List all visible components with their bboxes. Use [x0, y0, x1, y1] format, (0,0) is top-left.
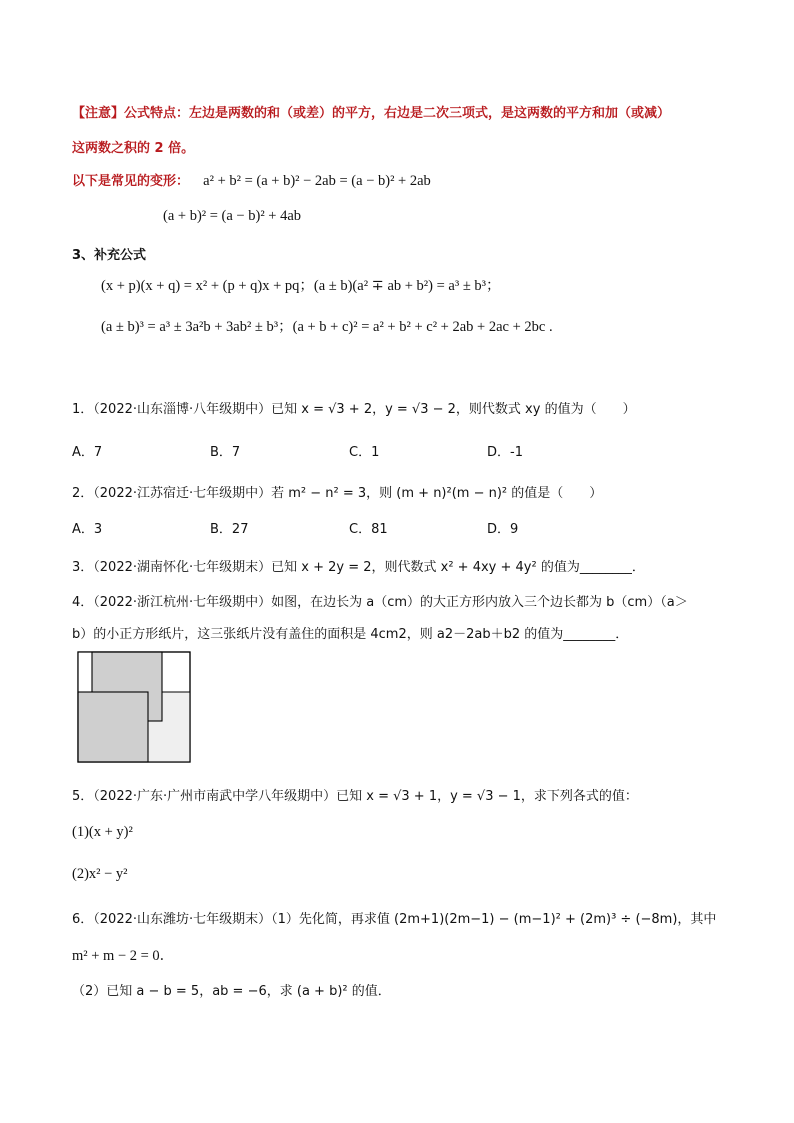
note-line-1: 【注意】公式特点：左边是两数的和（或差）的平方，右边是二次三项式，是这两数的平方和加（或减） — [72, 106, 671, 121]
small-square-top-left — [78, 652, 93, 692]
q6-line-3: （2）已知 a − b = 5，ab = −6，求 (a + b)² 的值． — [72, 984, 391, 999]
supplement-formula-2: (a ± b)³ = a³ ± 3a²b + 3ab² ± b³；(a + b + c)² = a² + b² + c² + 2ab + 2ac + 2bc . — [101, 319, 553, 335]
q2-option-c: C．81 — [349, 522, 388, 537]
q2-stem: 2．（2022·江苏宿迁·七年级期中）若 m² − n² = 3，则 (m + n)²(m − n)² 的值是（ ） — [72, 486, 603, 501]
formula-variant-1: a² + b² = (a + b)² − 2ab = (a − b)² + 2ab — [203, 173, 431, 189]
supplement-formula-1: (x + p)(x + q) = x² + (p + q)x + pq；(a ± b)(a² ∓ ab + b²) = a³ ± b³； — [101, 278, 501, 294]
q4-squares-figure — [77, 651, 191, 763]
q4-line-1: 4．（2022·浙江杭州·七年级期中）如图，在边长为 a（cm）的大正方形内放入三个边长都为 b（cm）（a＞ — [72, 595, 688, 610]
q6-line-2: m² + m − 2 = 0． — [72, 948, 175, 964]
q4-line-2: b）的小正方形纸片，这三张纸片没有盖住的面积是 4cm2，则 a2－2ab＋b2 的值为________． — [72, 627, 629, 642]
q1-option-d: D．-1 — [487, 445, 523, 460]
variants-row — [72, 170, 431, 190]
q5-part-2: (2)x² − y² — [72, 866, 128, 882]
q2-option-b: B．27 — [210, 522, 249, 537]
small-square-bottom-left — [78, 692, 148, 762]
q1-option-c: C．1 — [349, 445, 380, 460]
section3-title: 3、补充公式 — [72, 248, 147, 263]
variants-label: 以下是常见的变形： — [72, 174, 190, 189]
q2-option-d: D．9 — [487, 522, 519, 537]
q1-stem: 1．（2022·山东淄博·八年级期中）已知 x = √3 + 2，y = √3 − 2，则代数式 xy 的值为（ ） — [72, 402, 636, 417]
q5-stem: 5．（2022·广东·广州市南武中学八年级期中）已知 x = √3 + 1，y = √3 − 1，求下列各式的值： — [72, 789, 638, 804]
q3-stem: 3．（2022·湖南怀化·七年级期末）已知 x + 2y = 2，则代数式 x² + 4xy + 4y² 的值为________． — [72, 560, 645, 575]
formula-variant-2: (a + b)² = (a − b)² + 4ab — [163, 208, 302, 224]
q1-option-a: A．7 — [72, 445, 103, 460]
q2-option-a: A．3 — [72, 522, 103, 537]
q1-option-b: B．7 — [210, 445, 241, 460]
q6-line-1: 6．（2022·山东潍坊·七年级期末）（1）先化简，再求值 (2m+1)(2m−1) − (m−1)² + (2m)³ ÷ (−8m)，其中 — [72, 912, 717, 927]
note-line-2: 这两数之积的 2 倍。 — [72, 141, 195, 156]
q5-part-1: (1)(x + y)² — [72, 824, 133, 840]
